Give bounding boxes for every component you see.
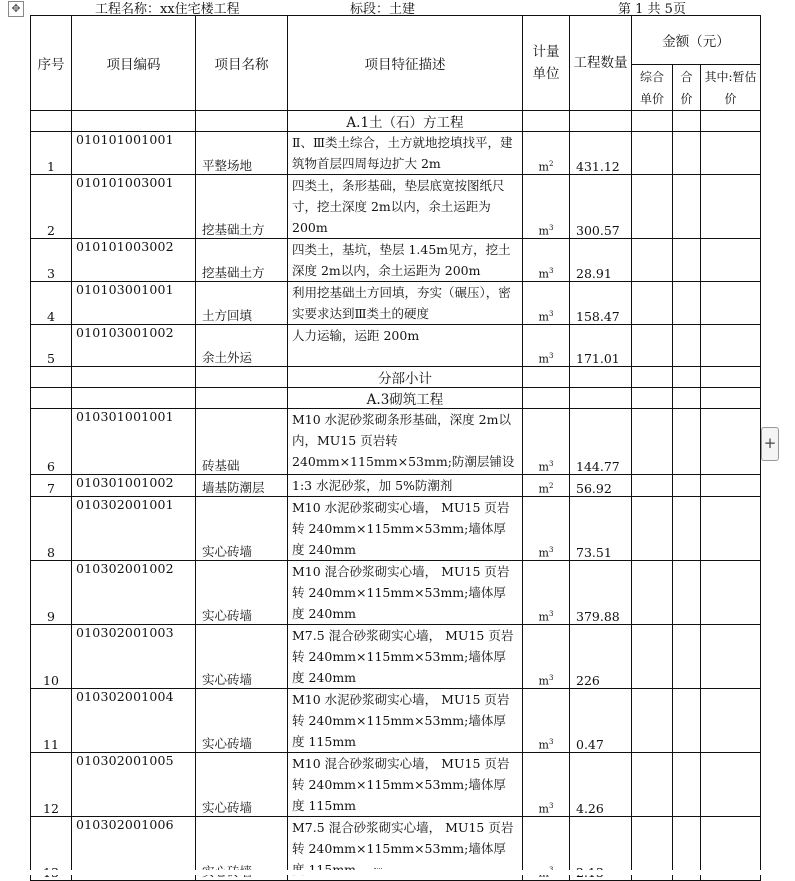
row-provisional: [701, 282, 761, 325]
table-row: [31, 689, 761, 753]
col-amount-header: 金额（元）: [632, 16, 761, 65]
row-unit-price: [632, 282, 673, 325]
row-unit: [523, 497, 570, 561]
page-break-marker: [374, 868, 382, 875]
unit-text: m: [538, 803, 549, 816]
row-qty: 144.77: [570, 409, 632, 475]
row-desc: 四类土，条形基础，垫层底宽按图纸尺寸，挖土深度 2m以内，余土运距为 200m: [288, 175, 523, 239]
section-header-earthwork: [31, 111, 761, 132]
row-qty: 73.51: [570, 497, 632, 561]
row-unit: [523, 132, 570, 175]
table-row: [31, 325, 761, 367]
table-row: [31, 132, 761, 175]
section-title: 分部小计: [288, 367, 523, 388]
row-provisional: [701, 625, 761, 689]
table-row: [31, 175, 761, 239]
row-total: [673, 132, 701, 175]
row-total: [673, 409, 701, 475]
row-desc: 人力运输，运距 200m: [288, 325, 523, 367]
row-qty: 28.91: [570, 239, 632, 282]
row-unit: [523, 409, 570, 475]
unit-text: m: [538, 547, 549, 560]
row-unit-price: [632, 561, 673, 625]
unit-text: m: [538, 268, 549, 281]
row-seq: 4: [31, 282, 72, 325]
table-row: [31, 239, 761, 282]
project-name: 工程名称：xx住宅楼工程: [95, 2, 240, 17]
row-code: 010103001002: [72, 325, 196, 367]
row-total: [673, 325, 701, 367]
col-desc-header: 项目特征描述: [288, 16, 523, 111]
row-qty: 56.92: [570, 475, 632, 497]
row-total: [673, 625, 701, 689]
row-name: 实心砖墙: [196, 561, 288, 625]
unit-exponent: 3: [548, 738, 554, 747]
unit-exponent: 3: [548, 546, 554, 555]
row-seq: 11: [31, 689, 72, 753]
row-seq: 7: [31, 475, 72, 497]
row-seq: 12: [31, 753, 72, 817]
row-unit: [523, 689, 570, 753]
page-number: 第 1 共 5页: [618, 2, 686, 17]
row-desc: 1:3 水泥砂浆，加 5%防潮剂: [288, 475, 523, 497]
row-total: [673, 689, 701, 753]
section-title: A.3砌筑工程: [288, 388, 523, 409]
row-desc: M10 混合砂浆砌实心墙， MU15 页岩转 240mm×115mm×53mm;墙体厚度 115mm: [288, 753, 523, 817]
unit-text: m: [538, 225, 549, 238]
unit-text: m: [538, 161, 549, 174]
unit-text: m: [538, 483, 549, 496]
add-column-button[interactable]: [761, 427, 779, 461]
row-unit-price: [632, 132, 673, 175]
page-bottom-edge: [0, 870, 795, 875]
row-total: [673, 561, 701, 625]
row-code: 010302001005: [72, 753, 196, 817]
bill-of-quantities-table: [30, 15, 761, 881]
section-title: A.1土（石）方工程: [288, 111, 523, 132]
row-unit: [523, 282, 570, 325]
row-total: [673, 282, 701, 325]
row-total: [673, 175, 701, 239]
row-name: 实心砖墙: [196, 689, 288, 753]
row-provisional: [701, 132, 761, 175]
unit-text: m: [538, 675, 549, 688]
row-name: 墙基防潮层: [196, 475, 288, 497]
row-desc: 四类土，基坑，垫层 1.45m见方，挖土深度 2m以内，余土运距为 200m: [288, 239, 523, 282]
col-provisional-header: 其中:暂估价: [701, 65, 761, 111]
move-arrows-icon: ✥: [11, 2, 21, 15]
row-code: 010302001006: [72, 817, 196, 881]
row-code: 010103001001: [72, 282, 196, 325]
row-code: 010302001004: [72, 689, 196, 753]
row-desc: 利用挖基础土方回填，夯实（碾压），密实要求达到Ⅲ类土的硬度: [288, 282, 523, 325]
row-qty: 0.47: [570, 689, 632, 753]
row-qty: 300.57: [570, 175, 632, 239]
row-provisional: [701, 475, 761, 497]
table-row: [31, 409, 761, 475]
row-seq: 3: [31, 239, 72, 282]
row-code: 010302001002: [72, 561, 196, 625]
row-seq: 10: [31, 625, 72, 689]
row-name: 土方回填: [196, 282, 288, 325]
row-unit-price: [632, 239, 673, 282]
row-desc: M10 水泥砂浆砌实心墙， MU15 页岩转 240mm×115mm×53mm;墙体厚度 115mm: [288, 689, 523, 753]
row-name: 平整场地: [196, 132, 288, 175]
page-header: [0, 0, 760, 16]
row-desc: Ⅱ、Ⅲ类土综合，土方就地挖填找平，建筑物首层四周每边扩大 2m: [288, 132, 523, 175]
row-provisional: [701, 689, 761, 753]
row-unit-price: [632, 625, 673, 689]
row-code: 010302001003: [72, 625, 196, 689]
row-total: [673, 753, 701, 817]
unit-exponent: 3: [548, 802, 554, 811]
row-desc: M10 水泥砂浆砌实心墙， MU15 页岩转 240mm×115mm×53mm;墙体厚度 240mm: [288, 497, 523, 561]
unit-exponent: 2: [548, 482, 554, 491]
table-row: [31, 497, 761, 561]
col-seq-header: 序号: [31, 16, 72, 111]
unit-exponent: 3: [548, 224, 554, 233]
section-name: 标段：土建: [350, 2, 416, 17]
row-name: 挖基础土方: [196, 175, 288, 239]
row-unit-price: [632, 497, 673, 561]
row-name: 余土外运: [196, 325, 288, 367]
header-row: [31, 16, 761, 65]
row-unit: [523, 475, 570, 497]
row-qty: 431.12: [570, 132, 632, 175]
row-unit: [523, 753, 570, 817]
unit-text: m: [538, 311, 549, 324]
row-unit-price: [632, 475, 673, 497]
row-provisional: [701, 409, 761, 475]
row-desc: M7.5 混合砂浆砌实心墙， MU15 页岩转 240mm×115mm×53mm;墙体厚: [288, 817, 523, 881]
row-provisional: [701, 753, 761, 817]
plus-icon: +: [763, 434, 777, 452]
col-qty-header: 工程数量: [570, 16, 632, 111]
row-total: [673, 239, 701, 282]
unit-exponent: 3: [548, 267, 554, 276]
row-name: 实心砖墙: [196, 497, 288, 561]
col-name-header: 项目名称: [196, 16, 288, 111]
row-unit-price: [632, 753, 673, 817]
row-code: 010302001001: [72, 497, 196, 561]
row-provisional: [701, 497, 761, 561]
unit-text: m: [538, 353, 549, 366]
row-unit: [523, 239, 570, 282]
row-total: [673, 475, 701, 497]
row-seq: 2: [31, 175, 72, 239]
row-provisional: [701, 561, 761, 625]
row-desc: M10 水泥砂浆砌条形基础，深度 2m以内，MU15 页岩转 240mm×115mm×53mm;防潮层铺设: [288, 409, 523, 475]
unit-exponent: 3: [548, 310, 554, 319]
row-name: 砖基础: [196, 409, 288, 475]
row-seq: 6: [31, 409, 72, 475]
unit-exponent: 3: [548, 674, 554, 683]
row-code: 010101001001: [72, 132, 196, 175]
row-qty: 158.47: [570, 282, 632, 325]
row-unit: [523, 325, 570, 367]
unit-exponent: 3: [548, 352, 554, 361]
row-provisional: [701, 175, 761, 239]
unit-exponent: 3: [548, 610, 554, 619]
row-total: [673, 497, 701, 561]
row-name: 实心砖墙: [196, 753, 288, 817]
row-provisional: [701, 325, 761, 367]
table-row: [31, 475, 761, 497]
row-seq: 8: [31, 497, 72, 561]
row-qty: 226: [570, 625, 632, 689]
table-row: [31, 625, 761, 689]
row-unit-price: [632, 689, 673, 753]
row-qty: 171.01: [570, 325, 632, 367]
unit-exponent: 2: [548, 160, 554, 169]
row-qty: 4.26: [570, 753, 632, 817]
section-header-masonry: [31, 388, 761, 409]
unit-exponent: 3: [548, 460, 554, 469]
row-seq: 9: [31, 561, 72, 625]
unit-text: m: [538, 461, 549, 474]
table-row: [31, 561, 761, 625]
row-code: 010301001001: [72, 409, 196, 475]
row-unit-price: [632, 409, 673, 475]
row-name: 实心砖墙: [196, 625, 288, 689]
table-row: [31, 282, 761, 325]
row-name: 挖基础土方: [196, 239, 288, 282]
row-desc: M7.5 混合砂浆砌实心墙， MU15 页岩转 240mm×115mm×53mm;墙体厚度 240mm: [288, 625, 523, 689]
unit-text: m: [538, 739, 549, 752]
row-desc: M10 混合砂浆砌实心墙， MU15 页岩转 240mm×115mm×53mm;墙体厚度 240mm: [288, 561, 523, 625]
row-qty: 379.88: [570, 561, 632, 625]
table-row: [31, 753, 761, 817]
row-seq: 5: [31, 325, 72, 367]
col-unitprice-header: 综合单价: [632, 65, 673, 111]
row-code: 010301001002: [72, 475, 196, 497]
col-total-header: 合价: [673, 65, 701, 111]
row-unit-price: [632, 175, 673, 239]
row-unit-price: [632, 325, 673, 367]
row-unit: [523, 625, 570, 689]
col-code-header: 项目编码: [72, 16, 196, 111]
row-unit: [523, 175, 570, 239]
col-unit-header: 计量单位: [523, 16, 570, 111]
row-provisional: [701, 239, 761, 282]
row-code: 010101003001: [72, 175, 196, 239]
subtotal-row: [31, 367, 761, 388]
row-seq: 1: [31, 132, 72, 175]
row-code: 010101003002: [72, 239, 196, 282]
unit-text: m: [538, 611, 549, 624]
row-unit: [523, 561, 570, 625]
